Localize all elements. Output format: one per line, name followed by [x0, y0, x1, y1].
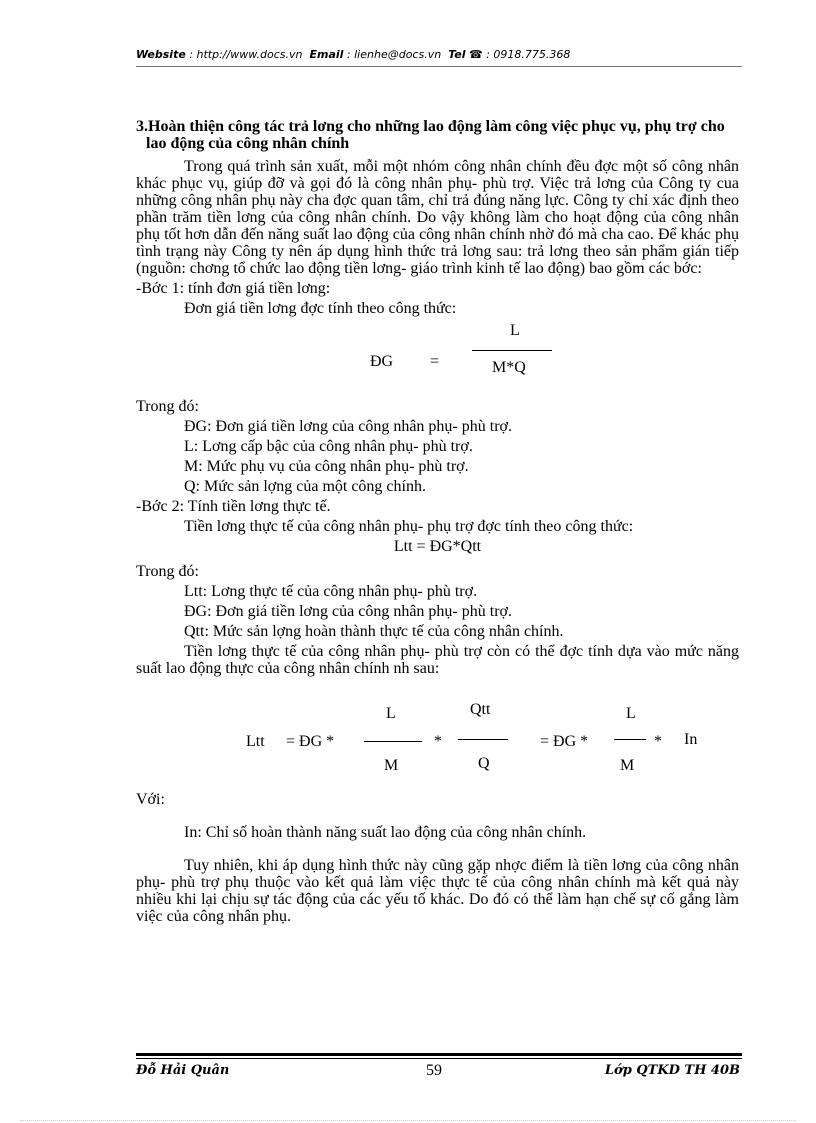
formula3-eq1: = ĐG *	[286, 733, 335, 750]
step1-label: -Bớc 1: tính đơn giá tiền lơng:	[136, 280, 331, 297]
intro-paragraph: Trong quá trình sản xuất, mỗi một nhóm công nhân chính đều đợc một số công nhân khác phục vụ, giúp đỡ và gọi đó là công nhân phụ- phù trợ. Việc trả lơng của Công ty cua những công nhân phụ này cha đợc quan tâm, chỉ trả đúng năng lực. Công ty chỉ xác định theo phần trăm tiền lơng của công nhân chính. Do vậy không làm cho hoạt động của công nhân phụ tốt hơn dẫn đến năng suất lao động của công nhân chính nhờ đó mà cha cao. Để khác phụ tình trạng này Công ty nên áp dụng hình thức trả lơng sau: trả lơng theo sản phẩm gián tiếp (nguồn: chơng tổ chức lao động tiền lơng- giáo trình kinh tế lao động) bao gồm các bớc:	[136, 158, 739, 277]
definition-item: ĐG: Đơn giá tiền lơng của công nhân phụ- phù trợ.	[184, 603, 512, 620]
formula-actual-wage: Ltt = ĐG*Qtt	[393, 538, 482, 555]
formula3-eq2: = ĐG *	[540, 733, 589, 750]
tel-label: Tel	[448, 48, 466, 61]
formula3-f2-bar	[458, 739, 508, 740]
alternative-description: Tiền lơng thực tế của công nhân phụ- phù trợ còn có thể đợc tính dựa vào mức năng suất lao động thực của công nhân chính nh sau:	[136, 643, 739, 677]
definition-item: Qtt: Mức sản lợng hoàn thành thực tế của công nhân chính.	[184, 623, 564, 640]
formula3-f1-den: M	[384, 757, 399, 774]
formula3-mul1: *	[434, 733, 442, 750]
definition-item: Ltt: Lơng thực tế của công nhân phụ- phù trợ.	[184, 583, 478, 600]
email-value[interactable]: : lienhe@docs.vn	[346, 48, 442, 61]
formula3-f1-num: L	[386, 705, 396, 722]
formula1-fraction-bar	[472, 350, 552, 351]
email-label: Email	[309, 48, 344, 61]
step2-label: -Bớc 2: Tính tiền lơng thực tế.	[136, 498, 331, 515]
footer-divider-thin	[136, 1058, 742, 1059]
footer-class: Lớp QTKD TH 40B	[604, 1063, 740, 1078]
document-body	[136, 118, 739, 925]
formula3-f3-bar	[614, 739, 646, 740]
step1-description: Đơn giá tiền lơng đợc tính theo công thức:	[184, 300, 457, 317]
formula1-lhs: ĐG	[370, 353, 394, 370]
in-definition: In: Chỉ số hoàn thành năng suất lao động của công nhân chính.	[184, 824, 587, 841]
formula-productivity	[136, 689, 739, 785]
header-divider	[136, 66, 742, 67]
with-label: Với:	[136, 791, 165, 808]
formula3-f2-den: Q	[478, 755, 490, 772]
formula1-numerator: L	[510, 322, 520, 339]
formula1-equals: =	[430, 353, 440, 370]
formula3-f1-bar	[364, 741, 422, 742]
formula1-denominator: M*Q	[492, 359, 526, 376]
formula3-mul2: *	[654, 733, 662, 750]
formula3-f3-den: M	[620, 757, 635, 774]
definition-item: Q: Mức sản lợng của một công chính.	[184, 478, 426, 495]
footer-divider-thick	[136, 1053, 742, 1056]
formula3-tail: In	[684, 731, 698, 748]
where-label-1: Trong đó:	[136, 398, 199, 415]
closing-paragraph: Tuy nhiên, khi áp dụng hình thức này cũng gặp nhợc điểm là tiền lơng của công nhân phụ- phù trợ phụ thuộc vào kết quả làm việc thực tế của công nhân chính mà kết quả này nhiều khi lại chịu sự tác động của các yếu tố khác. Do đó có thể làm hạn chế sự cố gắng làm việc của công nhân phụ.	[136, 857, 739, 925]
section-heading: 3.Hoàn thiện công tác trả lơng cho những lao động làm công việc phục vụ, phụ trợ cho lao động của công nhân chính	[136, 118, 725, 152]
formula3-lhs: Ltt	[246, 733, 265, 750]
website-label: Website	[136, 48, 186, 61]
page-number: 59	[426, 1062, 442, 1079]
formula3-f3-num: L	[626, 705, 636, 722]
step2-description: Tiền lơng thực tế của công nhân phụ- phụ trợ đợc tính theo công thức:	[184, 518, 634, 535]
page-edge-divider	[20, 1120, 796, 1121]
footer-author: Đỗ Hải Quân	[136, 1063, 230, 1078]
phone-icon: ☎	[469, 48, 483, 61]
definition-item: M: Mức phụ vụ của công nhân phụ- phù trợ.	[184, 458, 469, 475]
page-header	[136, 48, 742, 61]
formula3-f2-num: Qtt	[470, 701, 491, 718]
formula-unit-price	[136, 317, 739, 395]
definition-item: L: Lơng cấp bậc của công nhân phụ- phù trợ.	[184, 438, 473, 455]
definition-item: ĐG: Đơn giá tiền lơng của công nhân phụ- phù trợ.	[184, 418, 512, 435]
where-label-2: Trong đó:	[136, 563, 199, 580]
website-value[interactable]: : http://www.docs.vn	[189, 48, 303, 61]
tel-value: : 0918.775.368	[486, 48, 571, 61]
